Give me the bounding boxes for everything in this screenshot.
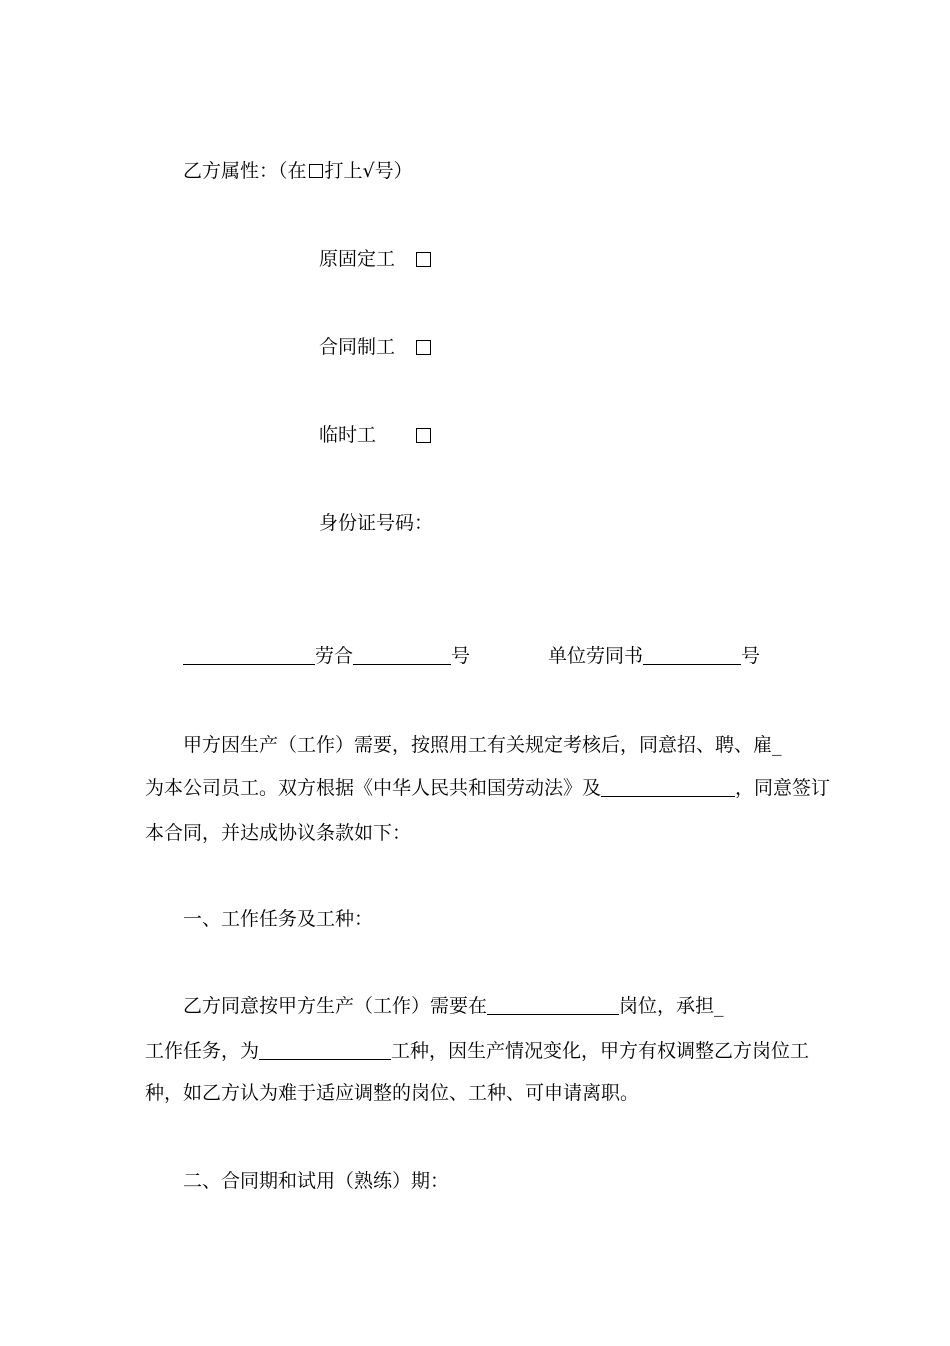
option-checkbox[interactable] bbox=[416, 252, 431, 267]
contract-text: 单位劳同书 bbox=[548, 645, 644, 667]
contract-text: 号 bbox=[451, 645, 471, 667]
section1-line-1 bbox=[183, 996, 724, 1016]
option-row bbox=[319, 426, 376, 445]
section-text: 工种，因生产情况变化，甲方有权调整乙方岗位工 bbox=[391, 1040, 810, 1062]
option-row bbox=[319, 250, 395, 269]
section-text: 工作任务，为 bbox=[145, 1040, 260, 1062]
option-label: 临时工 bbox=[319, 424, 377, 446]
attribute-label-a: 乙方属性：（在 bbox=[183, 160, 307, 182]
checkbox-icon bbox=[309, 164, 323, 178]
id-number-label: 身份证号码： bbox=[319, 512, 434, 534]
intro-line-3: 本合同，并达成协议条款如下： bbox=[145, 822, 412, 844]
option-row bbox=[319, 338, 395, 357]
intro-line-1: 甲方因生产（工作）需要，按照用工有关规定考核后，同意招、聘、雇_ bbox=[183, 734, 782, 756]
blank-field[interactable] bbox=[643, 646, 741, 665]
contract-text: 劳合 bbox=[315, 645, 354, 667]
section-text: 乙方同意按甲方生产（工作）需要在 bbox=[183, 995, 488, 1017]
intro-line-2 bbox=[145, 778, 830, 798]
option-checkbox[interactable] bbox=[416, 428, 431, 443]
section-text: 岗位，承担_ bbox=[619, 995, 724, 1017]
blank-field[interactable] bbox=[487, 996, 619, 1015]
contract-number-line bbox=[183, 646, 470, 666]
intro-text: 为本公司员工。双方根据《中华人民共和国劳动法》及 bbox=[145, 777, 602, 799]
blank-field[interactable] bbox=[601, 778, 735, 797]
section-heading: 一、工作任务及工种： bbox=[183, 908, 374, 930]
attribute-label-b: 打上√号） bbox=[324, 160, 413, 182]
intro-text: ，同意签订 bbox=[735, 777, 831, 799]
section-heading: 二、合同期和试用（熟练）期： bbox=[183, 1170, 450, 1192]
section1-line-3: 种，如乙方认为难于适应调整的岗位、工种、可申请离职。 bbox=[145, 1082, 640, 1104]
option-checkbox[interactable] bbox=[416, 340, 431, 355]
blank-field[interactable] bbox=[259, 1041, 391, 1060]
option-label: 合同制工 bbox=[319, 336, 396, 358]
contract-text: 号 bbox=[741, 645, 761, 667]
contract-number-line-right bbox=[548, 646, 760, 666]
section1-line-2 bbox=[145, 1041, 809, 1061]
attribute-header bbox=[183, 162, 413, 181]
blank-field[interactable] bbox=[353, 646, 451, 665]
blank-field[interactable] bbox=[183, 646, 315, 665]
option-label: 原固定工 bbox=[319, 248, 396, 270]
